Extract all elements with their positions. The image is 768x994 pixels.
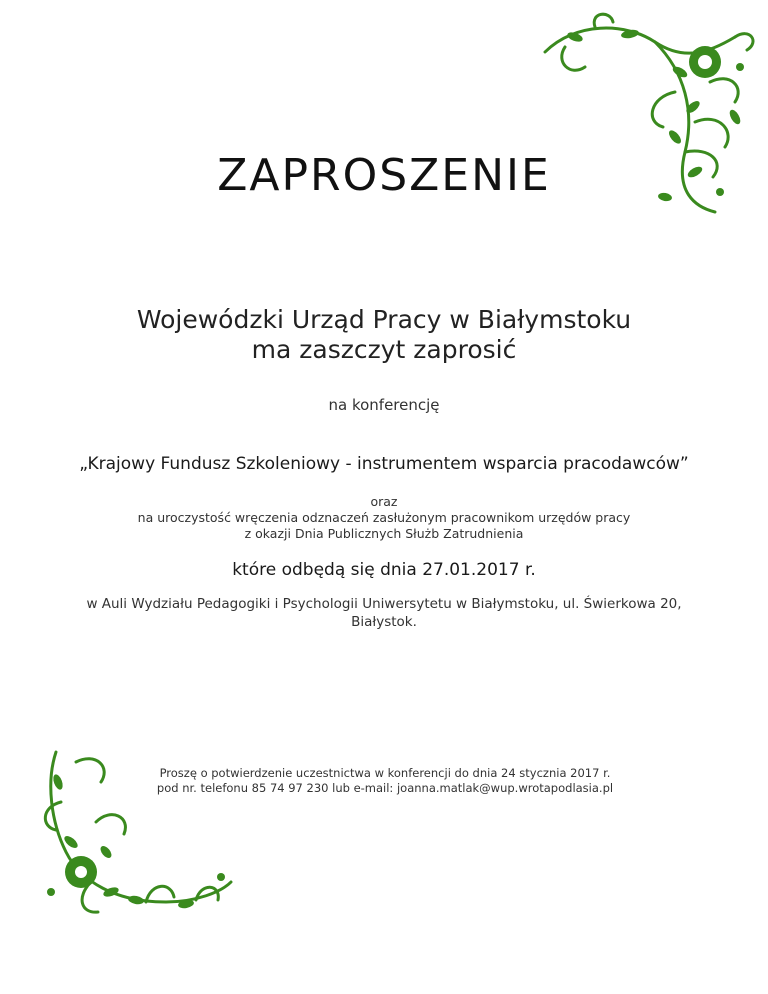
invitation-phrase: ma zaszczyt zaprosić [251,335,517,364]
rsvp-contact: pod nr. telefonu 85 74 97 230 lub e-mail: joanna.matlak@wup.wrotapodlasia.pl [156,781,614,795]
ceremony-text [0,494,768,542]
ceremony-description: na uroczystość wręczenia odznaczeń zasłużonym pracownikom urzędów pracy [137,510,631,525]
venue-address: w Auli Wydziału Pedagogiki i Psychologii Uniwersytetu w Białymstoku, ul. Świerkowa 20, [86,596,682,612]
event-date: które odbędą się dnia 27.01.2017 r. [232,560,536,580]
rsvp-deadline: Proszę o potwierdzenie uczestnictwa w konferencji do dnia 24 stycznia 2017 r. [159,766,611,780]
venue-city: Białystok. [351,614,417,630]
event-venue [0,595,768,631]
organization-heading [0,305,768,365]
conference-name: „Krajowy Fundusz Szkoleniowy - instrumentem wsparcia pracodawców” [79,454,689,474]
rsvp-note [110,766,660,796]
ceremony-occasion: z okazji Dnia Publicznych Służb Zatrudnienia [244,526,524,541]
invite-line: na konferencję [328,396,440,414]
ceremony-conjunction: oraz [370,494,398,509]
organization-name: Wojewódzki Urząd Pracy w Białymstoku [136,305,632,334]
document-title: ZAPROSZENIE [217,150,551,201]
